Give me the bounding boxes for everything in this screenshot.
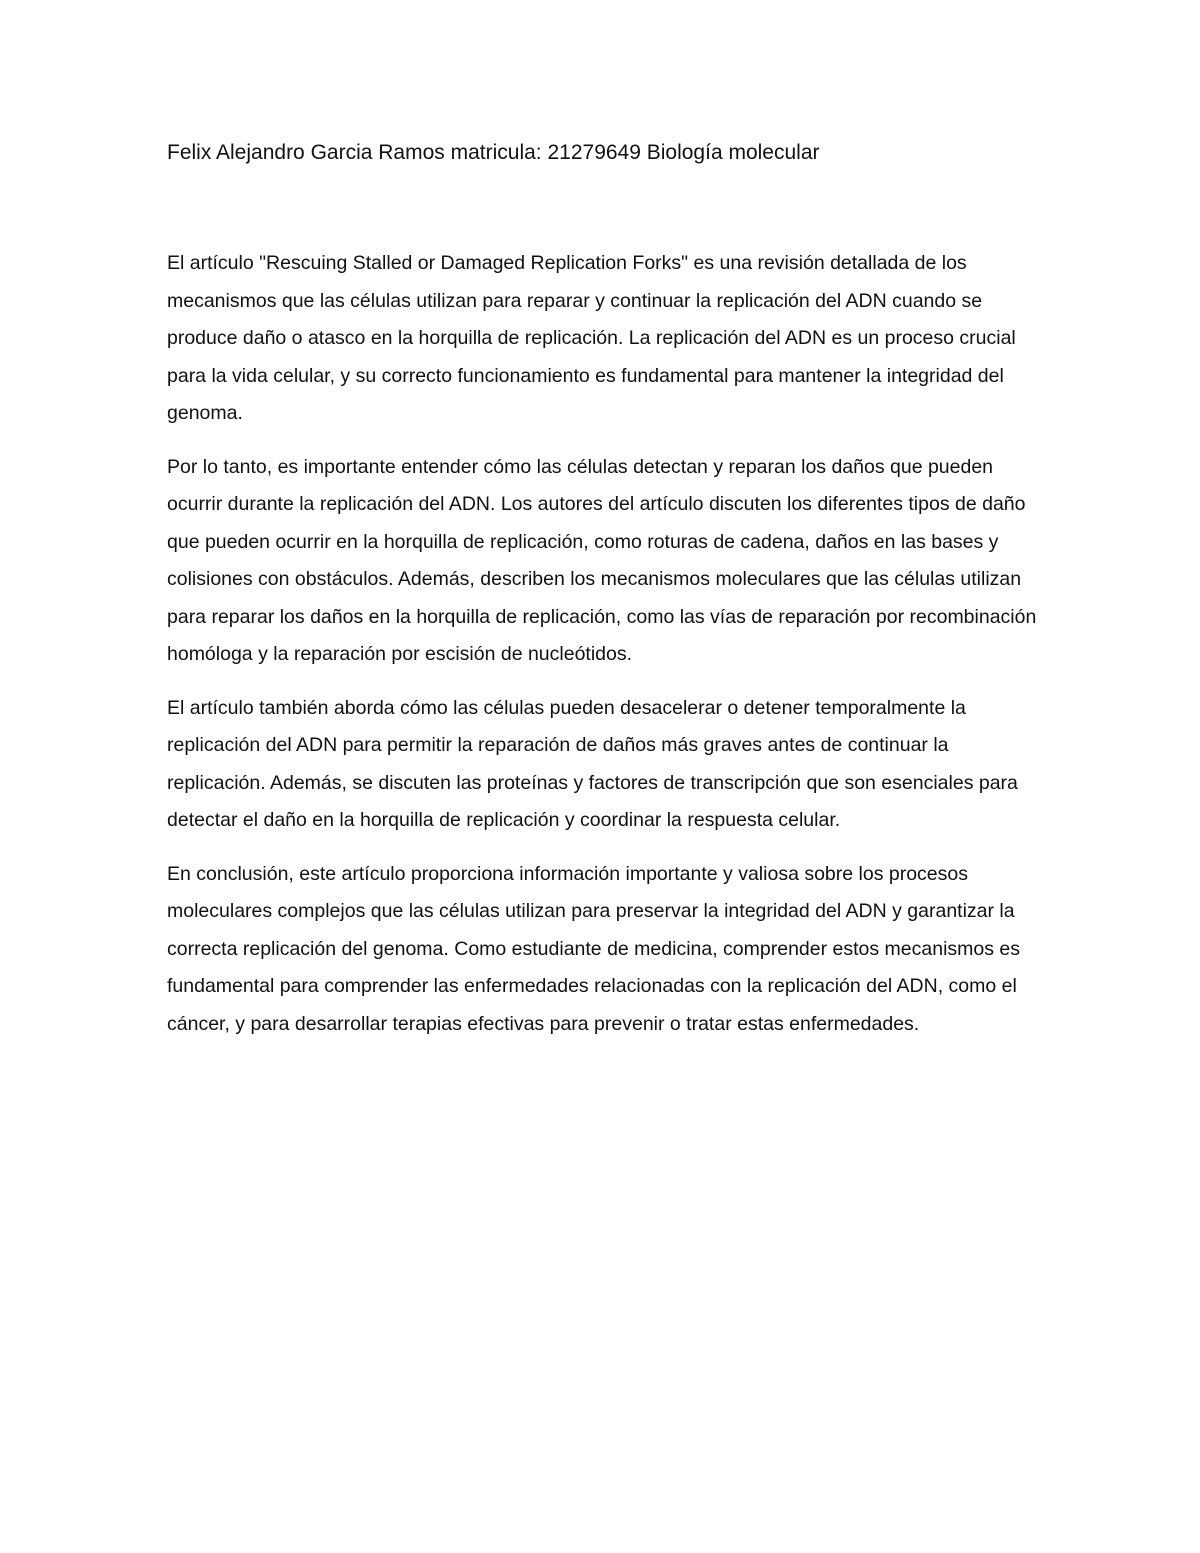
document-body [167, 138, 1037, 1059]
paragraph-damage-types: Por lo tanto, es importante entender cómo las células detectan y reparan los daños que pueden ocurrir durante la replicación del ADN. Los autores del artículo discuten los diferentes tipos de daño que pueden ocurrir en la horquilla de replicación, como roturas de cadena, daños en las bases y colisiones con obstáculos. Además, describen los mecanismos moleculares que las células utilizan para reparar los daños en la horquilla de replicación, como las vías de reparación por recombinación homóloga y la reparación por escisión de nucleótidos. [167, 455, 1037, 665]
paragraph-introduction: El artículo "Rescuing Stalled or Damaged Replication Forks" es una revisión detallada de los mecanismos que las células utilizan para reparar y continuar la replicación del ADN cuando se produce daño o atasco en la horquilla de replicación. La replicación del ADN es un proceso crucial para la vida celular, y su correcto funcionamiento es fundamental para mantener la integridad del genoma. [167, 252, 1016, 424]
paragraph-replication-control: El artículo también aborda cómo las células pueden desacelerar o detener temporalmente la replicación del ADN para permitir la reparación de daños más graves antes de continuar la replicación. Además, se discuten las proteínas y factores de transcripción que son esenciales para detectar el daño en la horquilla de replicación y coordinar la respuesta celular. [167, 696, 1018, 831]
paragraph-conclusion: En conclusión, este artículo proporciona información importante y valiosa sobre los procesos moleculares complejos que las células utilizan para preservar la integridad del ADN y garantizar la correcta replicación del genoma. Como estudiante de medicina, comprender estos mecanismos es fundamental para comprender las enfermedades relacionadas con la replicación del ADN, como el cáncer, y para desarrollar terapias efectivas para prevenir o tratar estas enfermedades. [167, 862, 1021, 1035]
author-header: Felix Alejandro Garcia Ramos matricula: 21279649 Biología molecular [167, 141, 820, 164]
